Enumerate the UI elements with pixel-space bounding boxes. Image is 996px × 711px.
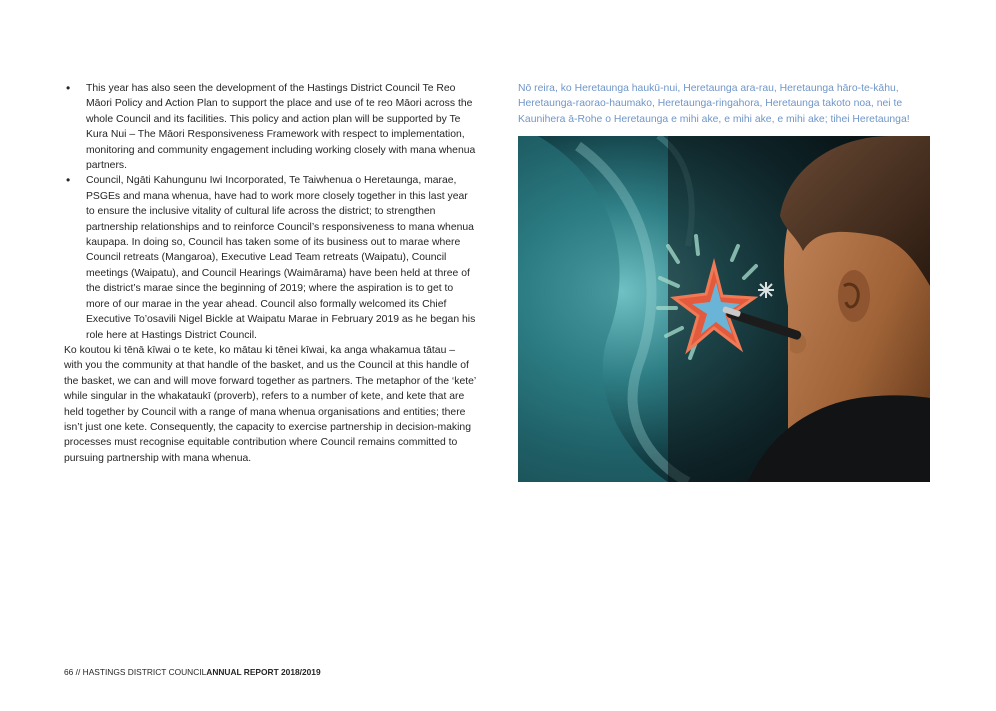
bullet-text: This year has also seen the development of the Hastings District Council Te Reo Māori Policy and Action Plan to support the place and use of te reo Māori across the whole Council and its facilities. This policy and action plan will be supported by Te Kura Nui – The Māori Responsiveness Framework with respect to implementation, monitoring and community engagement including working closely with mana whenua partners. [86,83,476,172]
heretaunga-quote: Nō reira, ko Heretaunga haukū-nui, Heretaunga ara-rau, Heretaunga hāro-te-kāhu, Heretaunga-raorao-haumako, Heretaunga-ringahora, Heretaunga takoto noa, nei te Kaunihera ā-Rohe o Heretaunga e mihi ake, e mihi ake, e mihi ake; tihei Heretaunga! [518,83,910,125]
bullet-text: Council, Ngāti Kahungunu Iwi Incorporated, Te Taiwhenua o Heretaunga, marae, PSGEs and mana whenua, have had to work more closely together in this last year to ensure the inclusive vitality of cultural life across the district; to strengthen partnership relationships and to reinforce Council’s responsiveness to mana whenua kaupapa. In doing so, Council has taken some of its business out to marae where Council retreats (Mangaroa), Executive Lead Team retreats (Waipatu), Council meetings (Waipatu), and Council Hearings (Waimārama) have been held at three of the district’s marae since the beginning of 2019; where the aspiration is to get to more of our marae in the year ahead. Council also formally welcomed its Chief Executive To’osavili Nigel Bickle at Waipatu Marae in February 2019 as he began his role here at Hastings District Council. [86,175,476,341]
body-text-column [64,81,476,466]
bullet-item [64,173,476,342]
quote-column [518,81,930,127]
bullet-list [64,81,476,343]
footer-report-title: ANNUAL REPORT 2018/2019 [206,667,321,677]
artist-painting-photo [518,136,930,482]
bullet-dot-icon: • [66,173,71,188]
footer-org-name: HASTINGS DISTRICT COUNCIL [82,667,207,677]
bullet-item [64,81,476,173]
bullet-dot-icon: • [66,81,71,95]
footer-separator: // [75,667,81,677]
kete-paragraph: Ko koutou ki tēnā kīwai o te kete, ko mātau ki tēnei kīwai, ka anga whakamua tātau – with you the community at that handle of the basket, and us the Council at this handle of the basket, we can and will move forward together as partners. The metaphor of the ‘kete’ while singular in the whakataukī (proverb), refers to a number of kete, and kete that are held together by Council with a range of mana whenua organisations and entities; there isn’t just one kete. Consequently, the capacity to exercise partnership in decision-making processes must recognise equitable contribution where Council remains committed to pursuing partnership with mana whenua. [64,344,476,464]
page-number: 66 [64,667,74,677]
page-footer [64,667,321,677]
